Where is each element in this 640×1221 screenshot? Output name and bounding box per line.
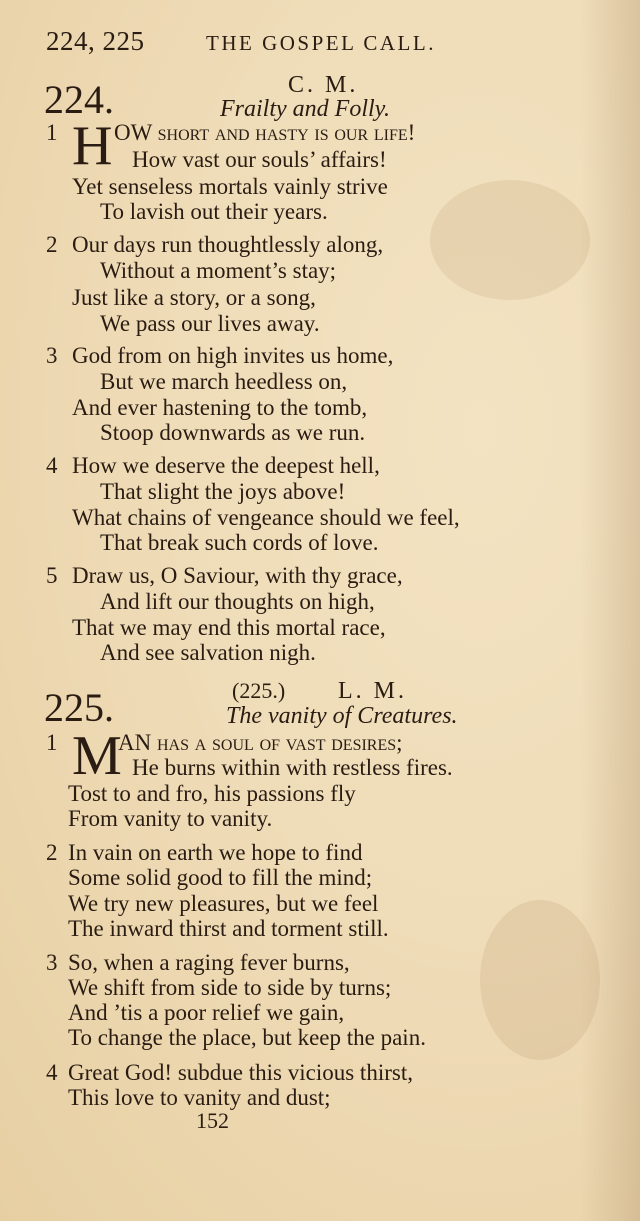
hymn-line: Some solid good to fill the mind; [68, 865, 373, 890]
hymn-line: That we may end this mortal race, [72, 615, 386, 640]
hymn-line: Just like a story, or a song, [72, 285, 316, 310]
hymn-line: But we march heedless on, [100, 369, 348, 394]
hymn-line: That slight the joys above! [100, 479, 346, 504]
running-head-title: THE GOSPEL CALL. [206, 31, 436, 55]
paper-stain [430, 180, 590, 300]
hymn-line: OW short and hasty is our life! [114, 120, 416, 145]
verse-number: 2 [46, 840, 58, 865]
hymn-line: That break such cords of love. [100, 530, 379, 555]
verse-number: 2 [46, 232, 58, 257]
verse-number: 5 [46, 563, 58, 588]
hymn-number: 224. [44, 77, 114, 122]
verse-number: 3 [46, 343, 58, 368]
hymn-line: Stoop downwards as we run. [100, 420, 366, 445]
hymn-title: Frailty and Folly. [220, 96, 390, 122]
hymn-line: And see salvation nigh. [100, 640, 316, 665]
hymn-line: Yet senseless mortals vainly strive [72, 174, 388, 199]
hymn-line: What chains of vengeance should we feel, [72, 505, 460, 530]
hymn-line: We pass our lives away. [100, 311, 320, 336]
hymn-line: And ever hastening to the tomb, [72, 395, 368, 420]
hymn-title: The vanity of Creatures. [226, 703, 458, 729]
verse-number: 1 [46, 120, 58, 145]
hymn-line: He burns within with restless fires. [132, 755, 453, 780]
hymn-meter: L. M. [338, 678, 407, 704]
verse-number: 4 [46, 1060, 58, 1085]
hymn-reference: (225.) [232, 678, 286, 703]
drop-cap: M [72, 725, 122, 787]
verse-number: 1 [46, 730, 58, 755]
hymn-line: And lift our thoughts on high, [100, 589, 375, 614]
running-head-numbers: 224, 225 [46, 26, 145, 56]
hymn-line: Without a moment’s stay; [100, 258, 337, 283]
verse-number: 4 [46, 453, 58, 478]
hymn-line: This love to vanity and dust; [68, 1085, 331, 1110]
hymn-line: Tost to and fro, his passions fly [68, 781, 356, 806]
running-head [46, 26, 606, 57]
paper-stain [480, 900, 600, 1060]
hymn-line: So, when a raging fever burns, [68, 950, 350, 975]
hymn-line: We try new pleasures, but we feel [68, 891, 379, 916]
hymn-line: To lavish out their years. [100, 199, 328, 224]
hymn-line: Our days run thoughtlessly along, [72, 232, 384, 257]
hymn-line: The inward thirst and torment still. [68, 916, 389, 941]
page-edge-shadow [580, 0, 640, 1221]
hymn-line: In vain on earth we hope to find [68, 840, 363, 865]
hymn-line: From vanity to vanity. [68, 806, 273, 831]
hymn-number: 225. [44, 685, 114, 730]
page-number: 152 [196, 1108, 229, 1133]
hymn-line: We shift from side to side by turns; [68, 975, 392, 1000]
hymn-line: AN has a soul of vast desires; [118, 730, 403, 755]
hymn-line: How we deserve the deepest hell, [72, 453, 380, 478]
hymn-line: And ’tis a poor relief we gain, [68, 1000, 345, 1025]
verse-number: 3 [46, 950, 58, 975]
hymn-line: To change the place, but keep the pain. [68, 1025, 426, 1050]
hymn-line: Draw us, O Saviour, with thy grace, [72, 563, 403, 588]
hymn-meter: C. M. [288, 72, 359, 98]
drop-cap: H [72, 115, 113, 177]
hymn-line: Great God! subdue this vicious thirst, [68, 1060, 413, 1085]
hymn-line: God from on high invites us home, [72, 343, 394, 368]
hymn-line: How vast our souls’ affairs! [132, 147, 387, 172]
